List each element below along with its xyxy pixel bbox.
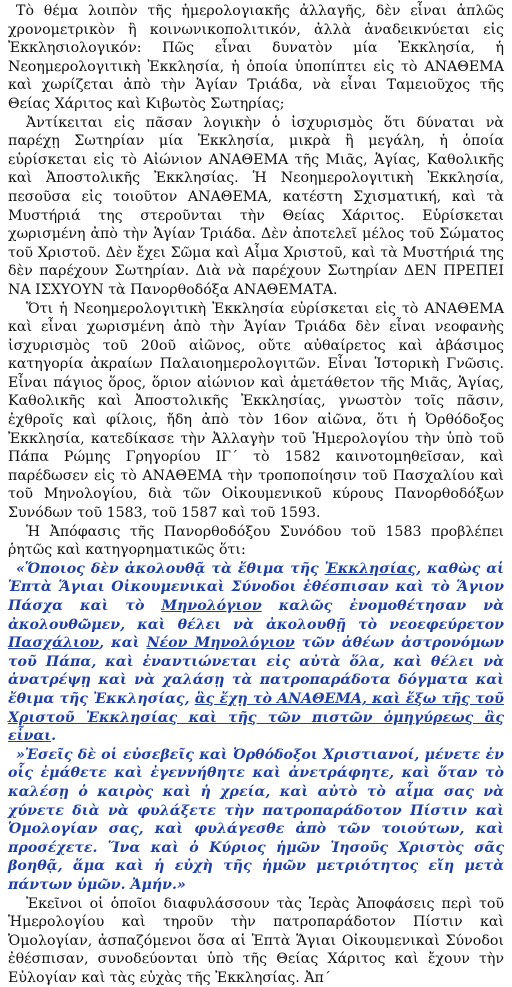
text-run: Τὸ θέμα λοιπὸν τῆς ἡμερολογιακῆς ἀλλαγῆς, δὲν εἶναι ἁπλῶς χρονομετρικὸν ἢ κοινωνικοπολιτικόν, ἀλλὰ ἀναδεικνύεται εἰς Ἐκκλησιολογικόν: Πῶς εἶναι δυνατὸν μία Ἐκκλησία, ἡ Νεοημερολογιτικὴ Ἐκκλησία, ἡ ὁποία ὑποπίπτει εἰς τὸ ΑΝΑΘΕΜΑ καὶ χωρίζεται ἀπὸ τὴν Ἁγίαν Τριάδα, νὰ εἶναι Ταμειοῦχος τῆς Θείας Χάριτος καὶ Κιβωτὸς Σωτηρίας;: [8, 3, 504, 112]
underlined-text: Νέον Μηνολόγιον: [147, 635, 295, 651]
text-run: «Ὅποιος δὲν ἀκολουθᾷ τὰ ἔθιμα τῆς: [16, 561, 325, 577]
body-paragraph: [8, 300, 504, 523]
body-paragraph: [8, 2, 504, 114]
underlined-text: Μηνολόγιον: [161, 598, 261, 614]
text-run: Ὅτι ἡ Νεοημερολογιτικὴ Ἐκκλησία εὑρίσκεται εἰς τὸ ΑΝΑΘΕΜΑ καὶ εἶναι χωρισμένη ἀπὸ τὴν Ἁγίαν Τριάδα δὲν εἶναι νεοφανὴς ἰσχυρισμὸς τοῦ 20οῦ αἰῶνος, οὔτε αὐθαίρετος καὶ ἀβάσιμος κατηγορία ἀκραίων Παλαιοημερολογιτῶν. Εἶναι Ἱστορικὴ Γνῶσις. Εἶναι πάγιος ὅρος, ὅριον αἰώνιον καὶ ἀμετάθετον τῆς Μιᾶς, Ἁγίας, Καθολικῆς καὶ Ἀποστολικῆς Ἐκκλησίας, γνωστὸν τοῖς πᾶσιν, ἐχθροῖς καὶ φίλοις, ἤδη ἀπὸ τὸν 16ον αἰῶνα, ὅτι ἡ Ὀρθόδοξος Ἐκκλησία, κατεδίκασε τὴν Ἀλλαγὴν τοῦ Ἡμερολογίου τὴν ὑπὸ τοῦ Πάπα Ρώμης Γρηγορίου ΙΓ΄ τὸ 1582 καινοτομηθεῖσαν, καὶ παρέδωσεν εἰς τὸ ΑΝΑΘΕΜΑ τὴν τροποποίησιν τοῦ Πασχαλίου καὶ τοῦ Μηνολογίου, διὰ τῶν Οἰκουμενικοῦ κύρους Πανορθοδόξων Συνόδων τοῦ 1583, τοῦ 1587 καὶ τοῦ 1593.: [8, 301, 504, 522]
text-run: , καὶ: [99, 635, 146, 651]
body-paragraph: [8, 895, 504, 987]
text-run: Ἐκεῖνοι οἱ ὁποῖοι διαφυλάσσουν τὰς Ἱερὰς Ἀποφάσεις περὶ τοῦ Ἡμερολογίου καὶ τηροῦν τὴν πατροπαράδοτον Πίστιν καὶ Ὁμολογίαν, ἀσπαζόμενοι ὅσα αἱ Ἑπτὰ Ἅγιαι Οἰκουμενικαὶ Σύνοδοι ἐθέσπισαν, συνοδεύονται ὑπὸ τῆς Θείας Χάριτος καὶ ἔχουν τὴν Εὐλογίαν καὶ τὰς εὐχὰς τῆς Ἐκκλησίας. Ἀπ΄: [8, 896, 504, 986]
text-run: »Ἐσεῖς δὲ οἱ εὐσεβεῖς καὶ Ὀρθόδοξοι Χριστιανοί, μένετε ἐν οἷς ἐμάθετε καὶ ἐγεννήθητε καὶ ἀνετράφητε, καὶ ὅταν τὸ καλέσῃ ὁ καιρὸς καὶ ἡ χρεία, καὶ αὐτὸ τὸ αἷμα σας νὰ χύνετε διὰ νὰ φυλάξετε τὴν πατροπαράδοτον Πίστιν καὶ Ὁμολογίαν σας, καὶ φυλάγεσθε ἀπὸ τῶν τοιούτων, καὶ προσέχετε. Ἵνα καὶ ὁ Κύριος ἡμῶν Ἰησοῦς Χριστὸς σᾶς βοηθᾷ, ἅμα καὶ ἡ εὐχὴ τῆς ἡμῶν μετριότητος εἴη μετὰ πάντων ὑμῶν. Ἀμήν.»: [8, 747, 504, 893]
text-run: καλῶς ἐνομοθέτησαν νὰ ἀκολουθῶμεν, καὶ θέλει νὰ ἀκολουθῇ τὸ νεοεφεύρετον: [8, 598, 504, 633]
text-run: τῶν ἀθέων ἀστρονόμων τοῦ Πάπα, καὶ ἐναντιώνεται εἰς αὐτὰ ὅλα, καὶ θέλει νὰ ἀνατρέψῃ καὶ νὰ χαλάσῃ τὰ πατροπαράδοτα δόγματα καὶ ἔθιμα τῆς Ἐκκλησίας,: [8, 635, 504, 707]
body-paragraph: [8, 114, 504, 300]
underlined-text: ἂς ἔχῃ τὸ ΑΝΑΘΕΜΑ, καὶ ἔξω τῆς τοῦ Χριστοῦ Ἐκκλησίας καὶ τῆς τῶν πιστῶν ὁμηγύρεως ἂς εἶναι: [8, 691, 504, 744]
text-run: , καθὼς αἱ Ἑπτὰ Ἅγιαι Οἰκουμενικαὶ Σύνοδοι ἐθέσπισαν καὶ τὸ Ἅγιον Πάσχα καὶ τὸ: [8, 561, 504, 614]
body-paragraph: [8, 523, 504, 560]
underlined-text: Ἐκκλησίας: [325, 561, 416, 577]
underlined-text: Πασχάλιον: [8, 635, 99, 651]
text-run: Ἀντίκειται εἰς πᾶσαν λογικὴν ὁ ἰσχυρισμὸς ὅτι δύναται νὰ παρέχῃ Σωτηρίαν μία Ἐκκλησία, μικρὰ ἢ μεγάλη, ἡ ὁποία εὑρίσκεται εἰς τὸ Αἰώνιον ΑΝΑΘΕΜΑ τῆς Μιᾶς, Ἁγίας, Καθολικῆς καὶ Ἀποστολικῆς Ἐκκλησίας. Ἡ Νεοημερολογιτικὴ Ἐκκλησία, πεσοῦσα εἰς τοιοῦτον ΑΝΑΘΕΜΑ, κατέστη Σχισματική, καὶ τὰ Μυστήριά της στεροῦνται τὴν Θείας Χάριτος. Εὑρίσκεται χωρισμένη ἀπὸ τὴν Ἁγίαν Τριάδα. Δὲν ἀποτελεῖ μέλος τοῦ Σώματος τοῦ Χριστοῦ. Δὲν ἔχει Σῶμα καὶ Αἷμα Χριστοῦ, καὶ τὰ Μυστήριά της δὲν παρέχουν Σωτηρίαν. Διὰ νὰ παρέχουν Σωτηρίαν ΔΕΝ ΠΡΕΠΕΙ ΝΑ ΙΣΧΥΟΥΝ τὰ Πανορθοδόξα ΑΝΑΘΕΜΑΤΑ.: [8, 115, 504, 298]
text-run: .: [51, 728, 56, 744]
quoted-paragraph: [8, 560, 504, 746]
quoted-paragraph: [8, 746, 504, 895]
text-run: Ἡ Ἀπόφασις τῆς Πανορθοδόξου Συνόδου τοῦ 1583 προβλέπει ῥητῶς καὶ κατηγορηματικῶς ὅτι:: [8, 524, 504, 559]
